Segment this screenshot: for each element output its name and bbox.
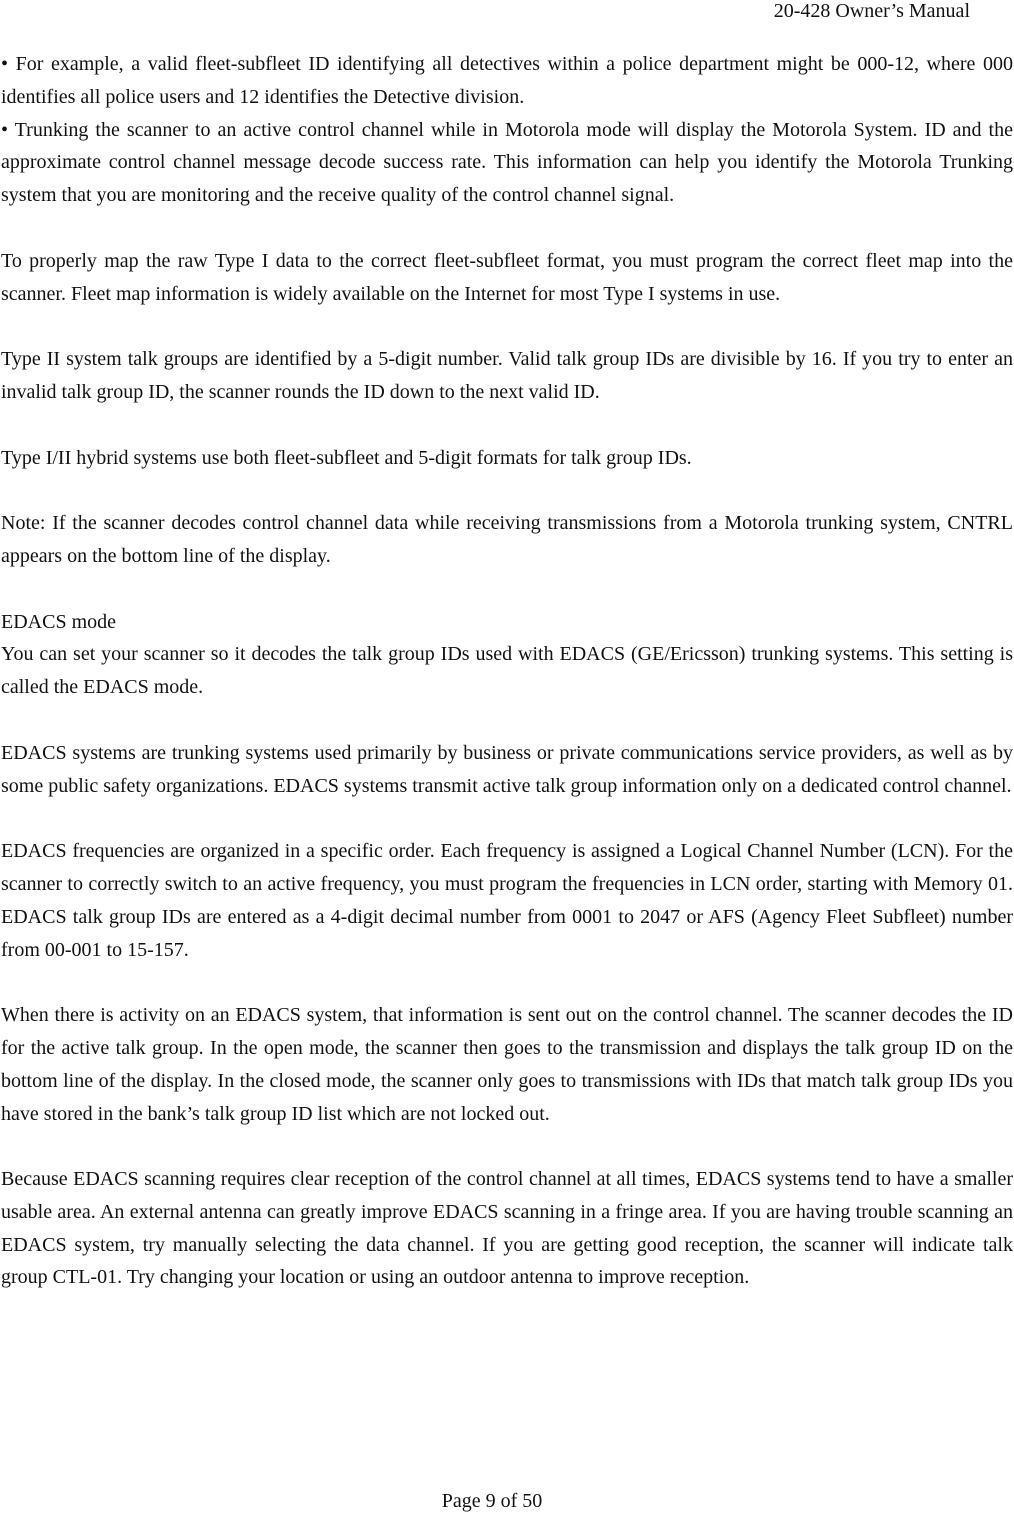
paragraph-gap <box>1 802 1013 835</box>
paragraph-gap <box>1 310 1013 343</box>
bullet-fleet-subfleet-example: • For example, a valid fleet-subfleet ID identifying all detectives within a police department might be 000-12, where 000 identifies all police users and 12 identifies the Detective division. <box>1 53 1013 108</box>
bullet-motorola-trunking: • Trunking the scanner to an active control channel while in Motorola mode will display the Motorola System. ID and the approximate control channel message decode success rate. This information can help you identify the Motorola Trunking system that you are monitoring and the receive quality of the control channel signal. <box>1 118 1013 207</box>
page-header-title: 20-428 Owner’s Manual <box>773 0 970 22</box>
paragraph-gap <box>1 1130 1013 1163</box>
paragraph-edacs-activity: When there is activity on an EDACS system, that information is sent out on the control channel. The scanner decodes the ID for the active talk group. In the open mode, the scanner then goes to the transmission and displays the talk group ID on the bottom line of the display. In the closed mode, the scanner only goes to transmissions with IDs that match talk group IDs you have stored in the bank’s talk group ID list which are not locked out. <box>1 1004 1013 1125</box>
paragraph-gap <box>1 212 1013 245</box>
paragraph-fleet-map: To properly map the raw Type I data to the correct fleet-subfleet format, you must program the correct fleet map into the scanner. Fleet map information is widely available on the Internet for most Type I systems in use. <box>1 249 1013 305</box>
section-heading-edacs-mode: EDACS mode <box>1 610 116 633</box>
paragraph-gap <box>1 474 1013 507</box>
page-number: Page 9 of 50 <box>441 1490 543 1512</box>
paragraph-edacs-reception: Because EDACS scanning requires clear reception of the control channel at all times, EDACS systems tend to have a smaller usable area. An external antenna can greatly improve EDACS scanning in a fringe area. If you are having trouble scanning an EDACS system, try manually selecting the data channel. If you are getting good reception, the scanner will indicate talk group CTL-01. Try changing your location or using an outdoor antenna to improve reception. <box>1 1168 1013 1289</box>
paragraph-gap <box>1 704 1013 737</box>
paragraph-edacs-systems: EDACS systems are trunking systems used primarily by business or private communications service providers, as well as by some public safety organizations. EDACS systems transmit active talk group information only on a dedicated control channel. <box>1 741 1013 797</box>
paragraph-gap <box>1 966 1013 999</box>
document-body <box>1 48 1013 1294</box>
paragraph-gap <box>1 573 1013 606</box>
paragraph-hybrid: Type I/II hybrid systems use both fleet-subfleet and 5-digit formats for talk group IDs. <box>1 446 692 469</box>
paragraph-gap <box>1 409 1013 442</box>
paragraph-edacs-frequencies: EDACS frequencies are organized in a specific order. Each frequency is assigned a Logical Channel Number (LCN). For the scanner to correctly switch to an active frequency, you must program the frequencies in LCN order, starting with Memory 01. EDACS talk group IDs are entered as a 4-digit decimal number from 0001 to 2047 or AFS (Agency Fleet Subfleet) number from 00-001 to 15-157. <box>1 840 1013 961</box>
paragraph-type-ii: Type II system talk groups are identified by a 5-digit number. Valid talk group IDs are divisible by 16. If you try to enter an invalid talk group ID, the scanner rounds the ID down to the next valid ID. <box>1 348 1013 403</box>
paragraph-note-cntrl: Note: If the scanner decodes control channel data while receiving transmissions from a Motorola trunking system, CNTRL appears on the bottom line of the display. <box>1 512 1013 567</box>
paragraph-edacs-intro: You can set your scanner so it decodes the talk group IDs used with EDACS (GE/Ericsson) trunking systems. This setting is called the EDACS mode. <box>1 643 1013 699</box>
